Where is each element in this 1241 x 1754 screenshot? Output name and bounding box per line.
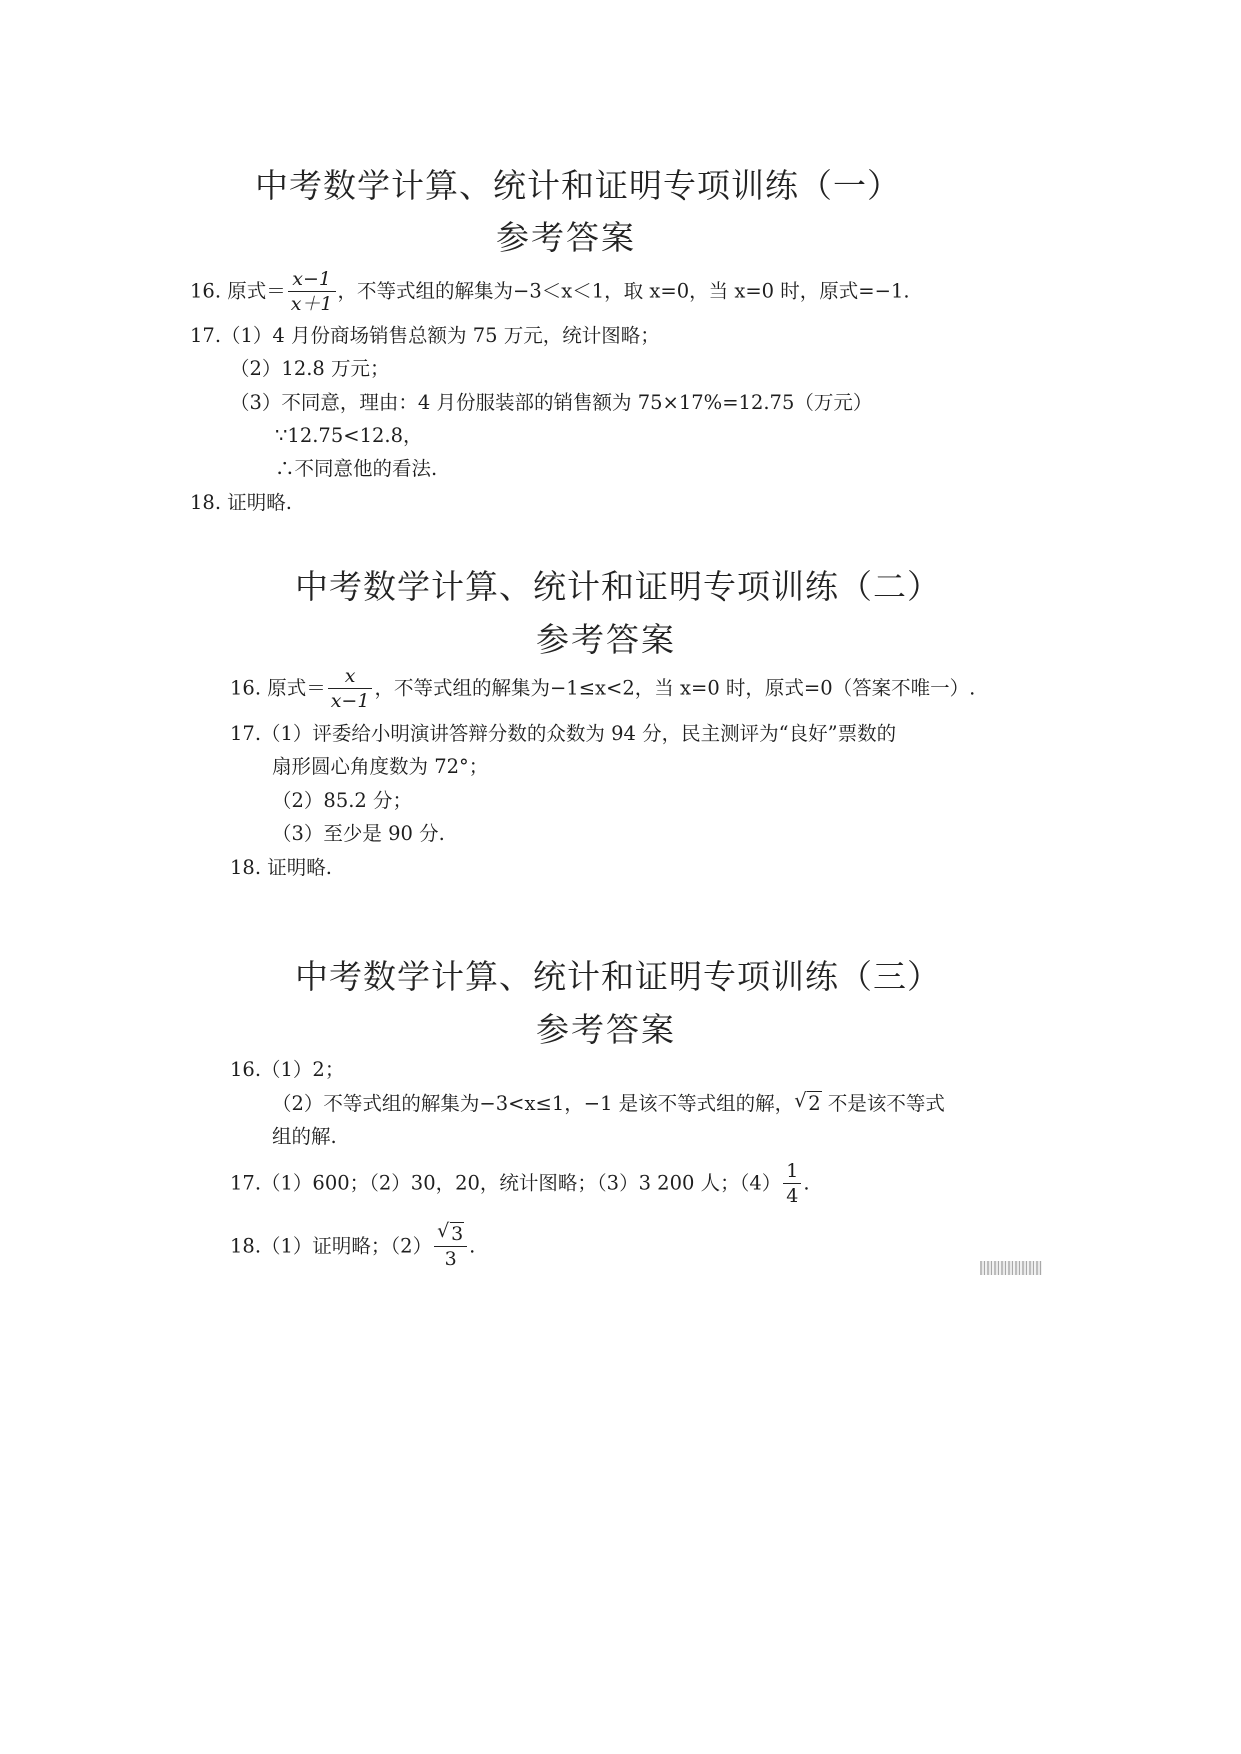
- q17-lead: 17.（1）600；（2）30，20，统计图略；（3）3 200 人；（4）: [230, 1171, 782, 1195]
- fraction-numerator: 1: [783, 1162, 801, 1184]
- fraction-denominator: 3: [444, 1248, 457, 1270]
- fraction-denominator: x−1: [330, 690, 370, 712]
- fraction-denominator: 4: [786, 1185, 799, 1207]
- section-2-subtitle: 参考答案: [536, 620, 676, 659]
- section-1-subtitle: 参考答案: [496, 218, 636, 257]
- section-2-title: 中考数学计算、统计和证明专项训练（二）: [295, 567, 941, 606]
- fraction-numerator: x−1: [288, 270, 336, 292]
- q16-lead: （2）不等式组的解集为−3<x≤1，−1 是该不等式组的解，: [272, 1092, 795, 1115]
- fraction-numerator: [434, 1220, 467, 1247]
- q18-fraction: [434, 1220, 467, 1270]
- section-3-q16-line-3: 组的解.: [272, 1125, 337, 1148]
- q16-lead: 16. 原式＝: [230, 676, 326, 700]
- section-1-q17-line-2: （2）12.8 万元；: [230, 357, 390, 380]
- q17-rest: .: [803, 1171, 810, 1195]
- q16-rest: ，不等式组的解集为−1≤x<2，当 x=0 时，原式=0（答案不唯一）.: [374, 676, 976, 700]
- section-2-q17-line-1: 17.（1）评委给小明演讲答辩分数的众数为 94 分，民主测评为“良好”票数的: [230, 722, 897, 745]
- q16-rest: ，不等式组的解集为−3＜x＜1，取 x=0，当 x=0 时，原式=−1.: [337, 279, 910, 303]
- q16-rest: 不是该不等式: [827, 1092, 945, 1115]
- section-2-q17-line-4: （3）至少是 90 分.: [272, 822, 445, 845]
- section-1-title: 中考数学计算、统计和证明专项训练（一）: [255, 166, 901, 205]
- radical-sign-icon: √: [437, 1220, 450, 1242]
- fraction-denominator: x＋1: [290, 293, 333, 315]
- radicand: 3: [451, 1223, 464, 1245]
- q16-fraction: [288, 270, 336, 314]
- section-2-q17-line-3: （2）85.2 分；: [272, 789, 413, 812]
- section-1-q16: [190, 270, 910, 314]
- section-3-title: 中考数学计算、统计和证明专项训练（三）: [295, 957, 941, 996]
- radicand: 2: [808, 1092, 821, 1115]
- section-1-q17-line-4: ∵12.75<12.8，: [275, 424, 423, 447]
- section-2-q16: [230, 667, 975, 711]
- q18-lead: 18.（1）证明略；（2）: [230, 1234, 433, 1258]
- q16-lead: 16. 原式＝: [190, 279, 286, 303]
- section-1-q17-line-1: 17.（1）4 月份商场销售总额为 75 万元，统计图略；: [190, 324, 660, 347]
- faint-barcode-mark: [980, 1261, 1042, 1275]
- section-3-q16-line-1: 16.（1）2；: [230, 1058, 345, 1081]
- q18-rest: .: [469, 1234, 476, 1258]
- q16-fraction: [328, 667, 373, 711]
- section-1-q17-line-3: （3）不同意，理由：4 月份服装部的销售额为 75×17%=12.75（万元）: [230, 391, 873, 414]
- section-2-q17-line-2: 扇形圆心角度数为 72°；: [272, 755, 489, 778]
- fraction-numerator: x: [328, 667, 373, 689]
- section-1-q17-line-5: ∴不同意他的看法.: [275, 457, 438, 480]
- square-root: [794, 1091, 821, 1117]
- radical-sign-icon: √: [794, 1089, 807, 1112]
- section-3-q16-line-2: [272, 1091, 945, 1117]
- section-3-subtitle: 参考答案: [536, 1010, 676, 1049]
- section-3-q17: [230, 1162, 810, 1206]
- square-root: [437, 1220, 464, 1245]
- section-2-q18: 18. 证明略.: [230, 856, 332, 879]
- section-3-q18: [230, 1220, 476, 1270]
- q17-fraction: [783, 1162, 801, 1206]
- section-1-q18: 18. 证明略.: [190, 491, 292, 514]
